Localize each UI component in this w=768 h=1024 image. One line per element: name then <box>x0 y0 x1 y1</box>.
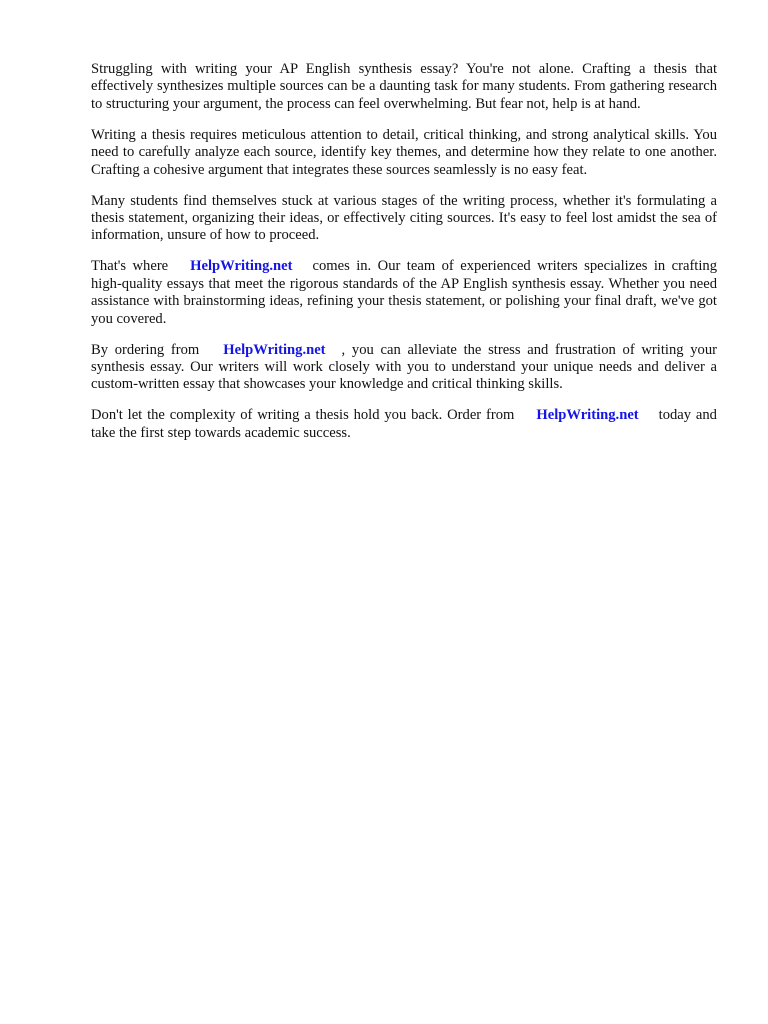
helpwriting-link[interactable]: HelpWriting.net <box>536 407 639 424</box>
document-body <box>91 61 717 456</box>
helpwriting-link[interactable]: HelpWriting.net <box>223 341 326 358</box>
paragraph-4 <box>91 258 717 328</box>
paragraph-6-text-after: today and take the first step towards academic success. <box>91 407 717 441</box>
paragraph-4-text-after: comes in. Our team of experienced writers specializes in crafting high-quality essays that meet the rigorous standards of the AP English synthesis essay. Whether you need assistance with brainstorming ideas, refining your thesis statement, or polishing your final draft, we've got you covered. <box>91 258 718 327</box>
paragraph-3: Many students find themselves stuck at various stages of the writing process, whether it's formulating a thesis statement, organizing their ideas, or effectively citing sources. It's easy to feel lost amidst the sea of information, unsure of how to proceed. <box>91 192 717 244</box>
paragraph-6 <box>91 407 717 442</box>
paragraph-1: Struggling with writing your AP English synthesis essay? You're not alone. Crafting a thesis that effectively synthesizes multiple sources can be a daunting task for many students. From gathering research to structuring your argument, the process can feel overwhelming. But fear not, help is at hand. <box>91 61 717 112</box>
paragraph-5 <box>91 342 717 394</box>
paragraph-6-text-before: Don't let the complexity of writing a thesis hold you back. Order from <box>91 407 515 424</box>
paragraph-5-text-after: , you can alleviate the stress and frustration of writing your synthesis essay. Our writers will work closely with you to understand your unique needs and deliver a custom-written essay that showcases your knowledge and critical thinking skills. <box>91 341 717 393</box>
paragraph-5-text-before: By ordering from <box>91 341 200 358</box>
helpwriting-link[interactable]: HelpWriting.net <box>190 258 293 275</box>
paragraph-2: Writing a thesis requires meticulous attention to detail, critical thinking, and strong analytical skills. You need to carefully analyze each source, identify key themes, and determine how they relate to one another. Crafting a cohesive argument that integrates these sources seamlessly is no easy feat. <box>91 126 717 178</box>
paragraph-4-text-before: That's where <box>91 258 169 275</box>
